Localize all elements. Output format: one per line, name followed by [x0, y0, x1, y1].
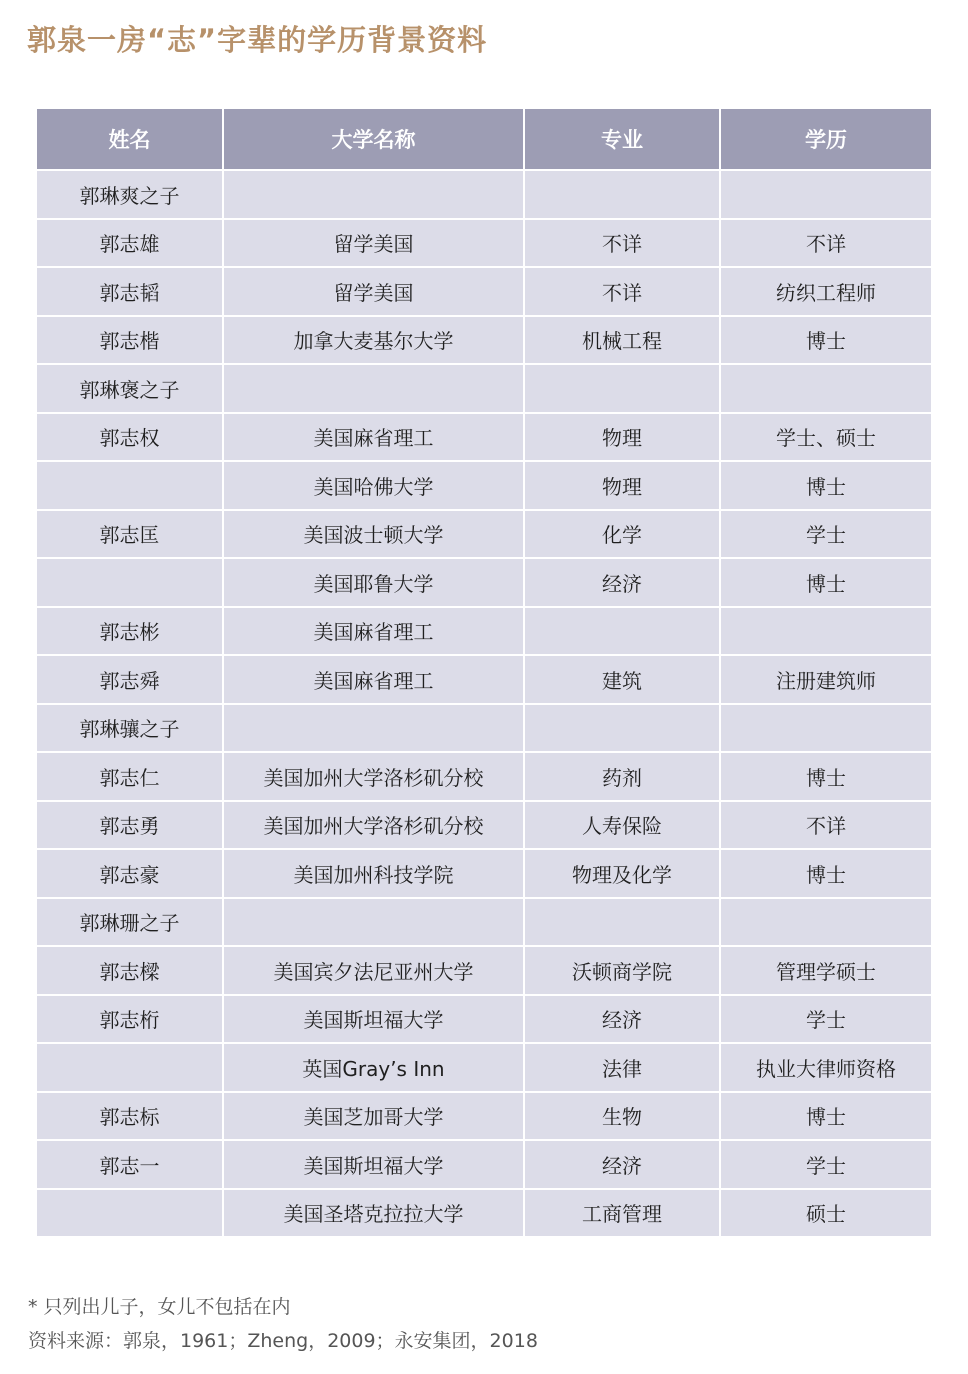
cell-major: 物理	[524, 461, 720, 510]
cell-university: 美国斯坦福大学	[223, 995, 524, 1044]
cell-university: 美国麻省理工	[223, 413, 524, 462]
cell-university: 美国哈佛大学	[223, 461, 524, 510]
table-row	[37, 170, 931, 219]
cell-degree: 博士	[720, 849, 931, 898]
cell-degree: 纺织工程师	[720, 267, 931, 316]
cell-degree	[720, 898, 931, 947]
cell-name: 郭志樑	[37, 946, 223, 995]
cell-major: 不详	[524, 219, 720, 268]
table-row	[37, 1140, 931, 1189]
cell-major: 物理及化学	[524, 849, 720, 898]
cell-name: 郭志韬	[37, 267, 223, 316]
cell-name: 郭志楷	[37, 316, 223, 365]
cell-major: 经济	[524, 558, 720, 607]
cell-university	[223, 704, 524, 753]
header-major: 专业	[524, 109, 720, 170]
cell-degree: 不详	[720, 801, 931, 850]
cell-major: 机械工程	[524, 316, 720, 365]
cell-degree: 学士	[720, 510, 931, 559]
table-row	[37, 995, 931, 1044]
cell-name: 郭志标	[37, 1092, 223, 1141]
cell-university: 加拿大麦基尔大学	[223, 316, 524, 365]
cell-degree: 学士、硕士	[720, 413, 931, 462]
cell-major: 生物	[524, 1092, 720, 1141]
table-header-row	[37, 109, 931, 170]
cell-name: 郭志匡	[37, 510, 223, 559]
table-row	[37, 801, 931, 850]
cell-name: 郭志彬	[37, 607, 223, 656]
table-row	[37, 461, 931, 510]
cell-name: 郭志仁	[37, 752, 223, 801]
cell-name: 郭志权	[37, 413, 223, 462]
cell-degree: 注册建筑师	[720, 655, 931, 704]
cell-major: 物理	[524, 413, 720, 462]
cell-major	[524, 607, 720, 656]
cell-university	[223, 364, 524, 413]
table-row	[37, 898, 931, 947]
cell-name: 郭志舜	[37, 655, 223, 704]
header-name: 姓名	[37, 109, 223, 170]
cell-degree	[720, 364, 931, 413]
cell-university: 留学美国	[223, 219, 524, 268]
cell-name	[37, 1043, 223, 1092]
page-title: 郭泉一房“志”字辈的学历背景资料	[27, 23, 488, 57]
cell-university: 美国麻省理工	[223, 655, 524, 704]
cell-major: 经济	[524, 1140, 720, 1189]
cell-university: 美国耶鲁大学	[223, 558, 524, 607]
cell-name: 郭志勇	[37, 801, 223, 850]
cell-degree: 博士	[720, 461, 931, 510]
cell-major: 建筑	[524, 655, 720, 704]
cell-name	[37, 1189, 223, 1237]
cell-university: 美国芝加哥大学	[223, 1092, 524, 1141]
cell-degree: 学士	[720, 1140, 931, 1189]
table-row	[37, 607, 931, 656]
cell-major	[524, 170, 720, 219]
cell-name: 郭志雄	[37, 219, 223, 268]
cell-university: 美国加州大学洛杉矶分校	[223, 752, 524, 801]
cell-major: 沃顿商学院	[524, 946, 720, 995]
table-row	[37, 219, 931, 268]
table-row	[37, 1092, 931, 1141]
cell-university: 美国波士顿大学	[223, 510, 524, 559]
cell-major: 工商管理	[524, 1189, 720, 1237]
table-row	[37, 510, 931, 559]
cell-university: 英国Gray’s Inn	[223, 1043, 524, 1092]
cell-degree: 博士	[720, 558, 931, 607]
table-row	[37, 1189, 931, 1237]
cell-major: 化学	[524, 510, 720, 559]
cell-major: 人寿保险	[524, 801, 720, 850]
table-row	[37, 752, 931, 801]
table-row	[37, 704, 931, 753]
cell-name: 郭志豪	[37, 849, 223, 898]
cell-major	[524, 364, 720, 413]
cell-degree: 不详	[720, 219, 931, 268]
table-row	[37, 413, 931, 462]
cell-degree	[720, 704, 931, 753]
cell-degree: 博士	[720, 316, 931, 365]
cell-degree: 硕士	[720, 1189, 931, 1237]
source-note: 资料来源：郭泉，1961；Zheng，2009；永安集团，2018	[28, 1330, 538, 1352]
cell-university: 留学美国	[223, 267, 524, 316]
cell-university: 美国圣塔克拉拉大学	[223, 1189, 524, 1237]
header-university: 大学名称	[223, 109, 524, 170]
cell-name	[37, 558, 223, 607]
cell-degree	[720, 607, 931, 656]
cell-university: 美国斯坦福大学	[223, 1140, 524, 1189]
cell-major: 经济	[524, 995, 720, 1044]
cell-name: 郭琳爽之子	[37, 170, 223, 219]
table-body	[37, 170, 931, 1236]
table-row	[37, 849, 931, 898]
cell-degree	[720, 170, 931, 219]
cell-university	[223, 170, 524, 219]
cell-name: 郭琳褒之子	[37, 364, 223, 413]
cell-university: 美国加州大学洛杉矶分校	[223, 801, 524, 850]
cell-major	[524, 704, 720, 753]
table-row	[37, 364, 931, 413]
cell-degree: 博士	[720, 1092, 931, 1141]
table-row	[37, 946, 931, 995]
notes	[28, 1290, 538, 1358]
table-row	[37, 655, 931, 704]
cell-degree: 学士	[720, 995, 931, 1044]
cell-university: 美国麻省理工	[223, 607, 524, 656]
table-row	[37, 267, 931, 316]
cell-name: 郭志一	[37, 1140, 223, 1189]
cell-degree: 管理学硕士	[720, 946, 931, 995]
cell-name: 郭琳骧之子	[37, 704, 223, 753]
cell-name: 郭志桁	[37, 995, 223, 1044]
cell-major	[524, 898, 720, 947]
cell-degree: 执业大律师资格	[720, 1043, 931, 1092]
header-degree: 学历	[720, 109, 931, 170]
cell-major: 法律	[524, 1043, 720, 1092]
cell-name	[37, 461, 223, 510]
cell-university	[223, 898, 524, 947]
cell-degree: 博士	[720, 752, 931, 801]
table-row	[37, 316, 931, 365]
education-table	[37, 109, 931, 1236]
cell-major: 药剂	[524, 752, 720, 801]
cell-name: 郭琳珊之子	[37, 898, 223, 947]
table-row	[37, 558, 931, 607]
cell-university: 美国加州科技学院	[223, 849, 524, 898]
table-row	[37, 1043, 931, 1092]
footnote: * 只列出儿子，女儿不包括在内	[28, 1296, 291, 1318]
cell-major: 不详	[524, 267, 720, 316]
cell-university: 美国宾夕法尼亚州大学	[223, 946, 524, 995]
